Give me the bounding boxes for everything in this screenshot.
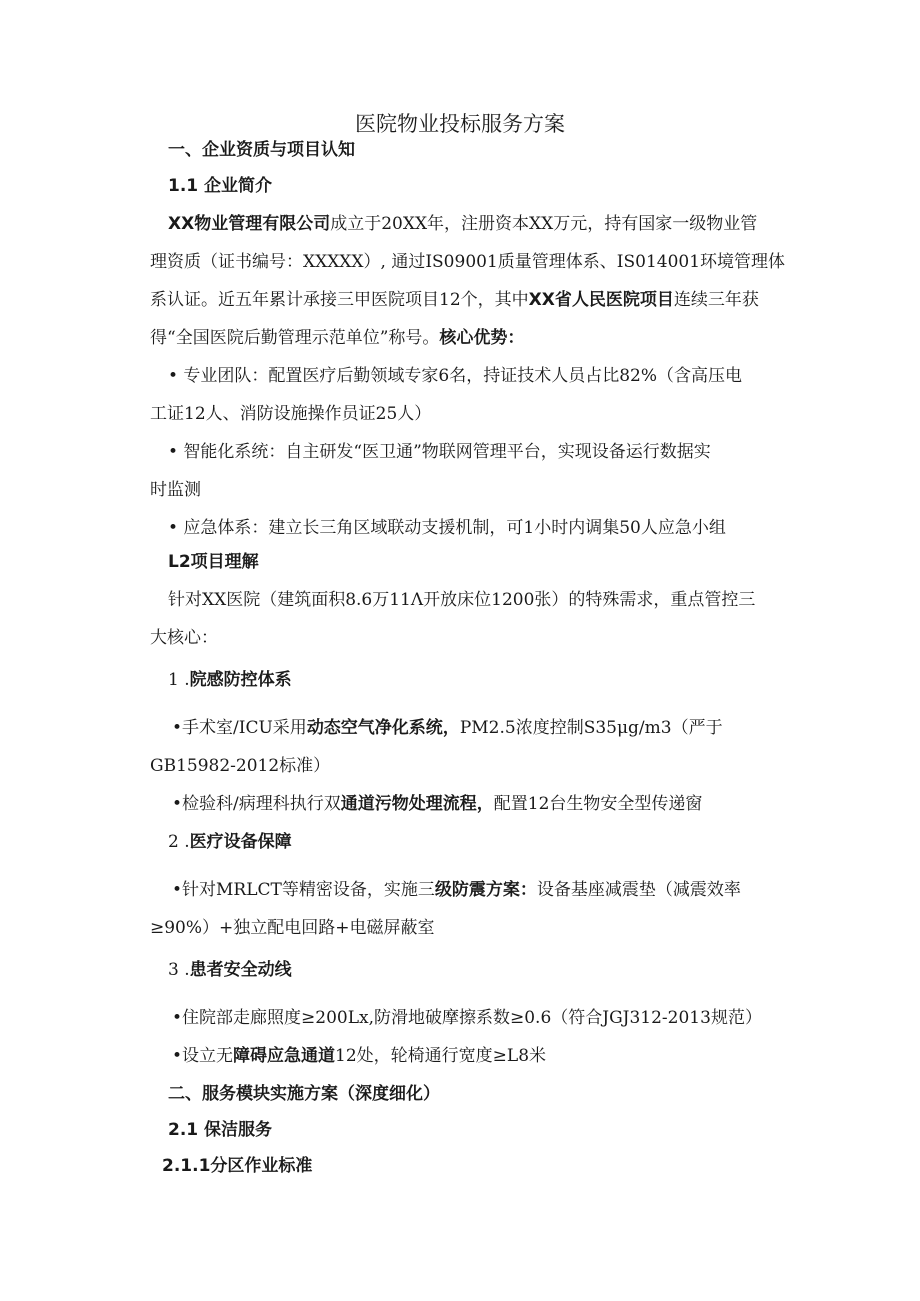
text-line-p2b	[150, 627, 218, 649]
text: • 应急体系：建立长三角区域联动支援机制，可1小时内调集50人应急小组	[168, 518, 726, 538]
text-line-b5	[172, 1045, 546, 1067]
text-line-n2	[168, 831, 292, 853]
text: •设立无	[172, 1046, 234, 1066]
text-line-li1b	[150, 403, 431, 425]
text: 时监测	[150, 480, 201, 500]
text-line-li2a	[168, 441, 711, 463]
text: 大核心：	[150, 628, 218, 648]
bold-text: 2.1.1分区作业标准	[162, 1156, 313, 1176]
text: 理资质（证书编号：XXXXX）, 通过IS09001质量管理体系、IS014001环境管理体	[150, 252, 786, 272]
text: •针对MRLCT等精密设备，实施三	[172, 880, 435, 900]
bold-text: 院感防控体系	[189, 670, 292, 690]
bold-text: 级防震方案：	[434, 880, 537, 900]
bold-text: 2.1 保洁服务	[168, 1120, 273, 1140]
bold-text: 医疗设备保障	[189, 832, 292, 852]
text: 配置12台生物安全型传递窗	[493, 794, 703, 814]
bold-text: XX物业管理有限公司	[168, 214, 331, 234]
bold-text: 一、企业资质与项目认知	[168, 140, 355, 160]
text-line-h2	[168, 1083, 440, 1105]
bold-text: 通道污物处理流程，	[340, 794, 494, 814]
bold-text: 核心优势：	[439, 328, 525, 348]
document-title: 医院物业投标服务方案	[355, 112, 565, 136]
text: 针对XX医院（建筑面积8.6万11Λ开放床位1200张）的特殊需求，重点管控三	[168, 590, 756, 610]
text-line-n3	[168, 959, 292, 981]
text: •手术室/ICU采用	[172, 718, 307, 738]
text-line-p1c	[150, 289, 759, 311]
text-line-b2	[172, 793, 702, 815]
text: 设备基座减震垫（减震效率	[536, 880, 741, 900]
text: 系认证。近五年累计承接三甲医院项目12个，其中	[150, 290, 529, 310]
text: 连续三年获	[673, 290, 759, 310]
bold-text: 二、服务模块实施方案（深度细化）	[168, 1084, 440, 1104]
text: 3 .	[168, 960, 190, 980]
text-line-b1b	[150, 755, 330, 777]
text-line-li1a	[168, 365, 742, 387]
bold-text: 1.1 企业简介	[168, 176, 273, 196]
text-line-b3a	[172, 879, 741, 901]
text: 1 .	[168, 670, 190, 690]
text: GB15982-2012标准）	[150, 756, 331, 776]
text: • 智能化系统：自主研发“医卫通”物联网管理平台，实现设备运行数据实	[168, 442, 711, 462]
text-line-h11	[168, 175, 272, 197]
text: 得“全国医院后勤管理示范单位”称号。	[150, 328, 440, 348]
bold-text: L2项目理解	[168, 552, 259, 572]
text-line-p1d	[150, 327, 524, 349]
bold-text: 动态空气净化系统，	[306, 718, 460, 738]
text-line-b1a	[172, 717, 723, 739]
bold-text: XX省人民医院项目	[528, 290, 674, 310]
text: 工证12人、消防设施操作员证25人）	[150, 404, 432, 424]
text-line-p2a	[168, 589, 755, 611]
text-line-n1	[168, 669, 292, 691]
text: • 专业团队：配置医疗后勤领域专家6名，持证技术人员占比82%（含高压电	[168, 366, 743, 386]
text-line-h1	[168, 139, 355, 161]
text-line-p1a	[168, 213, 757, 235]
text: 2 .	[168, 832, 190, 852]
bold-text: 患者安全动线	[189, 960, 292, 980]
text-line-h12	[168, 551, 259, 573]
text: 成立于20XX年，注册资本XX万元，持有国家一级物业管	[330, 214, 758, 234]
text-line-b4	[172, 1007, 762, 1029]
text: PM2.5浓度控制S35μg∕m3（严于	[459, 718, 723, 738]
text: 12处，轮椅通行宽度≥L8米	[335, 1046, 547, 1066]
text-line-li3	[168, 517, 726, 539]
text-line-b3b	[150, 917, 435, 939]
text-line-p1b	[150, 251, 785, 273]
text: ≥90%）+独立配电回路+电磁屏蔽室	[150, 918, 435, 938]
text: •检验科/病理科执行双	[172, 794, 341, 814]
text: •住院部走廊照度≥200Lx,防滑地破摩擦系数≥0.6（符合JGJ312-2013规范）	[172, 1008, 762, 1028]
bold-text: 障碍应急通道	[233, 1046, 336, 1066]
text-line-h21	[168, 1119, 272, 1141]
text-line-h211	[162, 1155, 312, 1177]
text-line-li2b	[150, 479, 201, 501]
